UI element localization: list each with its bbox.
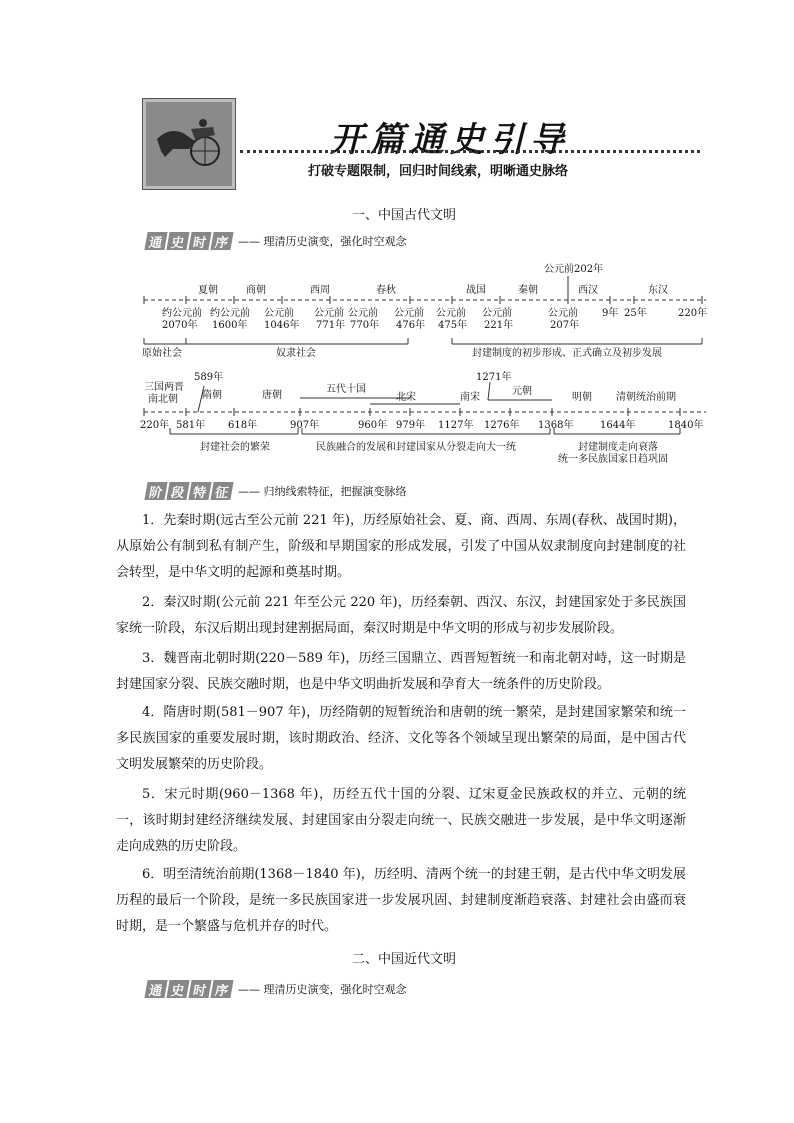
paragraph: 6．明至清统治前期(1368－1840 年)，历经明、清两个统一的封建王朝，是古代中华文明发展历程的最后一个阶段，是统一多民族国家进一步发展巩固、封建制度渐趋衰落、封建社会由盛而衰时期，是一个繁盛与危机并存的时代。 [116,867,686,934]
page-subtitle: 打破专题限制，回归时间线索，明晰通史脉络 [308,164,569,179]
chariot-logo [142,98,236,190]
badge-char: 段 [166,482,189,500]
paragraph: 4．隋唐时期(581－907 年)，历经隋朝的短暂统治和唐朝的统一繁荣，是封建国家繁荣和统一多民族国家的重要发展时期，该时期政治、经济、文化等各个领域呈现出繁荣的局面，是中国古代文明发展繁荣的历史阶段。 [116,705,686,772]
top-note: 589年 [194,372,224,383]
era-label: 春秋 [376,285,396,296]
date-label: 771年 [316,320,346,331]
era-label: 三国两晋 [144,382,184,393]
date-label: 公元前 [436,308,466,319]
era-label: 南北朝 [148,394,178,405]
badge-timeline-order [146,232,407,250]
stage-label: 奴隶社会 [276,348,316,359]
chariot-icon [143,99,235,189]
date-label: 公元前 [348,308,378,319]
paragraph: 3．魏晋南北朝时期(220－589 年)，历经三国鼎立、西晋短暂统一和南北朝对峙，这一时期是封建国家分裂、民族交融时期，也是中华文明曲折发展和孕育大一统条件的历史阶段。 [116,651,686,692]
badge-chars [146,232,232,250]
era-label: 西汉 [578,285,598,296]
date-label: 约公元前 [162,308,202,319]
era-label: 北宋 [396,392,416,403]
badge-char: 通 [144,232,167,250]
badge-char: 序 [210,232,233,250]
date-label: 907年 [290,420,320,431]
badge-char: 特 [188,482,211,500]
paragraph: 5．宋元时期(960－1368 年)，历经五代十国的分裂、辽宋夏金民族政权的并立、元朝的统一，该时期封建经济继续发展、封建国家由分裂走向统一、民族交融进一步发展，是中华文明逐渐走向成熟的历史阶段。 [116,787,686,854]
badge-tagline: —— 归纳线索特征，把握演变脉络 [238,485,407,498]
paragraph: 1．先秦时期(远古至公元前 221 年)，历经原始社会、夏、商、西周、东周(春秋、战国时期)，从原始公有制到私有制产生，阶级和早期国家的形成发展，引发了中国从奴隶制度向封建制度的社会转型，是中华文明的起源和奠基时期。 [116,513,686,580]
timeline-ancient-1 [140,258,710,368]
top-note: 公元前202年 [544,264,604,275]
era-label: 战国 [466,285,486,296]
date-label: 1127年 [438,420,474,431]
badge-tagline: —— 理清历史演变，强化时空观念 [238,235,407,248]
era-label: 隋朝 [202,390,222,401]
date-label: 公元前 [482,308,512,319]
era-label: 夏朝 [198,285,218,296]
era-label: 秦朝 [518,285,538,296]
badge-char: 阶 [144,482,167,500]
date-label: 770年 [350,320,380,331]
stage-label: 民族融合的发展和封建国家从分裂走向大一统 [316,442,516,453]
date-label: 公元前 [394,308,424,319]
date-label: 960年 [358,420,388,431]
stage-label: 封建制度的初步形成、正式确立及初步发展 [472,348,662,359]
section-heading-modern: 二、中国近代文明 [352,952,457,967]
badge-tagline: —— 理清历史演变，强化时空观念 [238,983,407,996]
date-label: 581年 [176,420,206,431]
date-label: 1600年 [212,320,248,331]
timeline-ancient-2 [140,372,710,472]
section-heading-ancient: 一、中国古代文明 [352,208,457,223]
stage-label: 封建制度走向衰落 [578,442,658,453]
date-label: 475年 [438,320,468,331]
date-label: 220年 [140,420,170,431]
date-label: 979年 [396,420,426,431]
badge-char: 时 [188,980,211,998]
badge-char: 通 [144,980,167,998]
era-label: 元朝 [512,386,532,397]
badge-char: 时 [188,232,211,250]
date-label: 公元前 [314,308,344,319]
badge-char: 序 [210,980,233,998]
badge-stage-features [146,482,407,500]
date-label: 221年 [484,320,514,331]
date-label: 9年 [602,308,619,319]
era-label: 商朝 [246,285,266,296]
stage-label: 原始社会 [142,348,182,359]
badge-char: 史 [166,980,189,998]
era-label: 西周 [310,285,330,296]
date-label: 1276年 [484,420,520,431]
badge-chars [146,980,232,998]
date-label: 1840年 [668,420,704,431]
date-label: 约公元前 [210,308,250,319]
date-label: 公元前 [264,308,294,319]
date-label: 2070年 [162,320,198,331]
date-label: 476年 [396,320,426,331]
stage-label: 统一多民族国家日趋巩固 [558,454,668,465]
date-label: 1644年 [600,420,636,431]
era-label: 明朝 [572,392,592,403]
date-label: 207年 [550,320,580,331]
badge-char: 征 [210,482,233,500]
date-label: 公元前 [548,308,578,319]
title-divider [240,150,700,153]
date-label: 618年 [228,420,258,431]
era-label: 南宋 [460,392,480,403]
badge-char: 史 [166,232,189,250]
page-title: 开篇通史引导 [330,120,570,160]
era-label: 东汉 [648,285,668,296]
badge-timeline-order-2 [146,980,407,998]
top-note: 1271年 [476,372,512,383]
date-label: 220年 [678,308,708,319]
date-label: 1368年 [538,420,574,431]
badge-chars [146,482,232,500]
paragraph: 2．秦汉时期(公元前 221 年至公元 220 年)，历经秦朝、西汉、东汉，封建国家处于多民族国家统一阶段，东汉后期出现封建割据局面，秦汉时期是中华文明的形成与初步发展阶段。 [116,595,686,636]
era-label: 唐朝 [262,390,282,401]
stage-label: 封建社会的繁荣 [200,442,270,453]
date-label: 1046年 [264,320,300,331]
date-label: 25年 [624,308,647,319]
era-label: 清朝统治前期 [616,392,676,403]
era-label: 五代十国 [326,384,366,395]
